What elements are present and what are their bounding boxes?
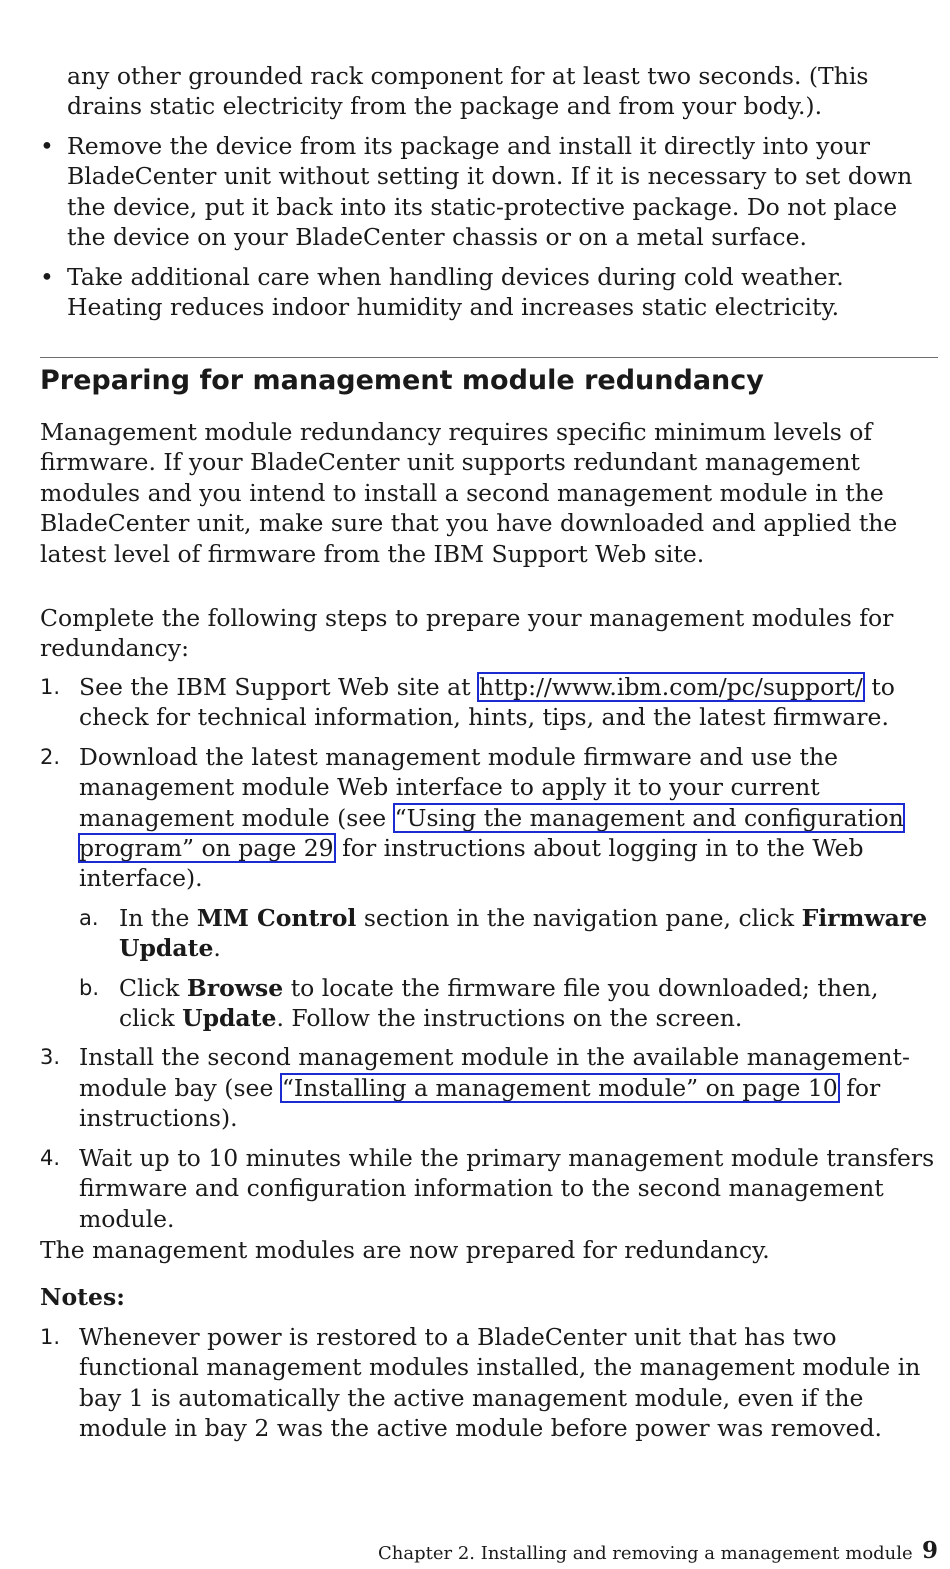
step-number: 3.: [40, 1045, 61, 1070]
page-footer: [378, 1537, 938, 1568]
step-1: [40, 672, 938, 733]
section-intro: Management module redundancy requires specific minimum levels of firmware. If your BladeCenter unit supports redundant management modules and you intend to install a second management module in the BladeCenter unit, make sure that you have downloaded and applied the latest level of firmware from the IBM Support Web site.: [40, 418, 898, 568]
note-number: 1.: [40, 1325, 61, 1349]
page-number: 9: [921, 1537, 938, 1564]
substep-text: section in the navigation pane, click: [356, 903, 802, 932]
list-item: [40, 131, 938, 253]
substeps: [79, 903, 938, 1034]
section-divider: [40, 357, 938, 358]
notes-heading: Notes:: [40, 1283, 125, 1311]
section-title: Preparing for management module redundancy: [40, 365, 764, 396]
step-3: [40, 1042, 938, 1133]
step-text: Wait up to 10 minutes while the primary management module transfers firmware and configuration information to the second management module.: [79, 1143, 935, 1233]
step-number: 1.: [40, 675, 61, 699]
lead-paragraph: any other grounded rack component for at least two seconds. (This drains static electricity from the package and from your body.).: [67, 62, 869, 121]
substep-text: . Follow the instructions on the screen.: [276, 1004, 743, 1033]
substep-text: Click: [119, 973, 187, 1002]
ui-term-firmware-update: Firmware Update: [119, 903, 928, 963]
step-2: [40, 742, 938, 1034]
substep-text: In the: [119, 903, 197, 932]
substep-text: to locate the firmware file you downloaded; then, click: [119, 973, 879, 1033]
substep-text: .: [213, 934, 221, 963]
step-number: 2.: [40, 744, 61, 769]
step-text: for instructions).: [79, 1073, 881, 1133]
bullet-glyph: •: [40, 262, 54, 291]
bullet-text: Take additional care when handling devices during cold weather. Heating reduces indoor humidity and increases static electricity.: [67, 262, 844, 322]
bullet-glyph: •: [40, 132, 54, 160]
substep-letter: a.: [79, 905, 99, 930]
substep-b: [79, 973, 938, 1034]
notes-list: [40, 1322, 938, 1444]
step-text: to check for technical information, hints, tips, and the latest firmware.: [79, 673, 895, 732]
bullet-text: Remove the device from its package and install it directly into your BladeCenter unit without setting it down. If it is necessary to set down the device, put it back into its static-protective package. Do not place the device on your BladeCenter chassis or on a metal surface.: [67, 132, 913, 252]
note-1: [40, 1322, 938, 1444]
precaution-list: [40, 131, 938, 331]
ibm-support-link[interactable]: http://www.ibm.com/pc/support/: [479, 673, 863, 701]
step-text: for instructions about logging in to the Web interface).: [79, 834, 864, 893]
conclusion-paragraph: The management modules are now prepared for redundancy.: [40, 1236, 770, 1264]
list-item: [40, 262, 938, 323]
step-text: Install the second management module in the available management-module bay (see: [79, 1043, 910, 1102]
step-text: See the IBM Support Web site at: [79, 673, 479, 701]
install-module-link[interactable]: “Installing a management module” on page 10: [281, 1073, 838, 1102]
steps-intro: Complete the following steps to prepare your management modules for redundancy:: [40, 604, 894, 663]
ui-term-browse: Browse: [186, 973, 284, 1002]
ui-term-update: Update: [182, 1004, 277, 1033]
chapter-title: Chapter 2. Installing and removing a management module: [378, 1543, 913, 1564]
note-text: Whenever power is restored to a BladeCenter unit that has two functional management modules installed, the management module in bay 1 is automatically the active management module, even if the module in bay 2 was the active module before power was removed.: [79, 1323, 921, 1443]
substep-a: [79, 903, 938, 964]
substep-letter: b.: [79, 975, 100, 1000]
procedure-steps: [40, 672, 938, 1243]
ui-term-mm-control: MM Control: [196, 903, 357, 932]
config-program-link[interactable]: “Using the management and configuration program” on page 29: [79, 803, 904, 863]
step-text: Download the latest management module firmware and use the management module Web interface to apply it to your current management module (see: [79, 742, 839, 832]
step-4: [40, 1143, 938, 1234]
step-number: 4.: [40, 1145, 61, 1170]
